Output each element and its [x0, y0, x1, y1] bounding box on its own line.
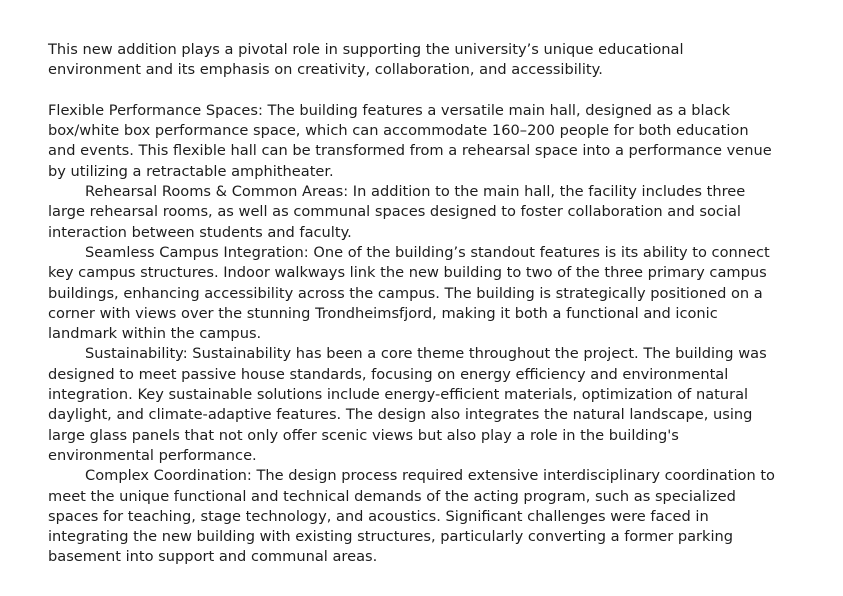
document-body [48, 40, 778, 568]
intro-paragraph: This new addition plays a pivotal role in supporting the university’s unique educational environment and its emphasis on creativity, collaboration, and accessibility. [48, 41, 684, 79]
paragraph-flexible-performance-spaces: Flexible Performance Spaces: The building features a versatile main hall, designed as a black box/white box performance space, which can accommodate 160–200 people for both education and events. This flexible hall can be transformed from a rehearsal space into a performance venue by utilizing a retractable amphitheater. [48, 101, 772, 180]
paragraph-campus-integration: Seamless Campus Integration: One of the building’s standout features is its ability to connect key campus structures. Indoor walkways link the new building to two of the three primary campus buildings, enhancing accessibility across the campus. The building is strategically positioned on a corner with views over the stunning Trondheimsfjord, making it both a functional and iconic landmark within the campus. [48, 243, 770, 343]
paragraph-sustainability: Sustainability: Sustainability has been a core theme throughout the project. The building was designed to meet passive house standards, focusing on energy efficiency and environmental integration. Key sustainable solutions include energy-efficient materials, optimization of natural daylight, and climate-adaptive features. The design also integrates the natural landscape, using large glass panels that not only offer scenic views but also play a role in the building's environmental performance. [48, 345, 767, 464]
paragraph-rehearsal-rooms: Rehearsal Rooms & Common Areas: In addition to the main hall, the facility includes three large rehearsal rooms, as well as communal spaces designed to foster collaboration and social interaction between students and faculty. [48, 183, 746, 241]
paragraph-complex-coordination: Complex Coordination: The design process required extensive interdisciplinary coordination to meet the unique functional and technical demands of the acting program, such as specialized spaces for teaching, stage technology, and acoustics. Significant challenges were faced in integrating the new building with existing structures, particularly converting a former parking basement into support and communal areas. [48, 467, 775, 566]
